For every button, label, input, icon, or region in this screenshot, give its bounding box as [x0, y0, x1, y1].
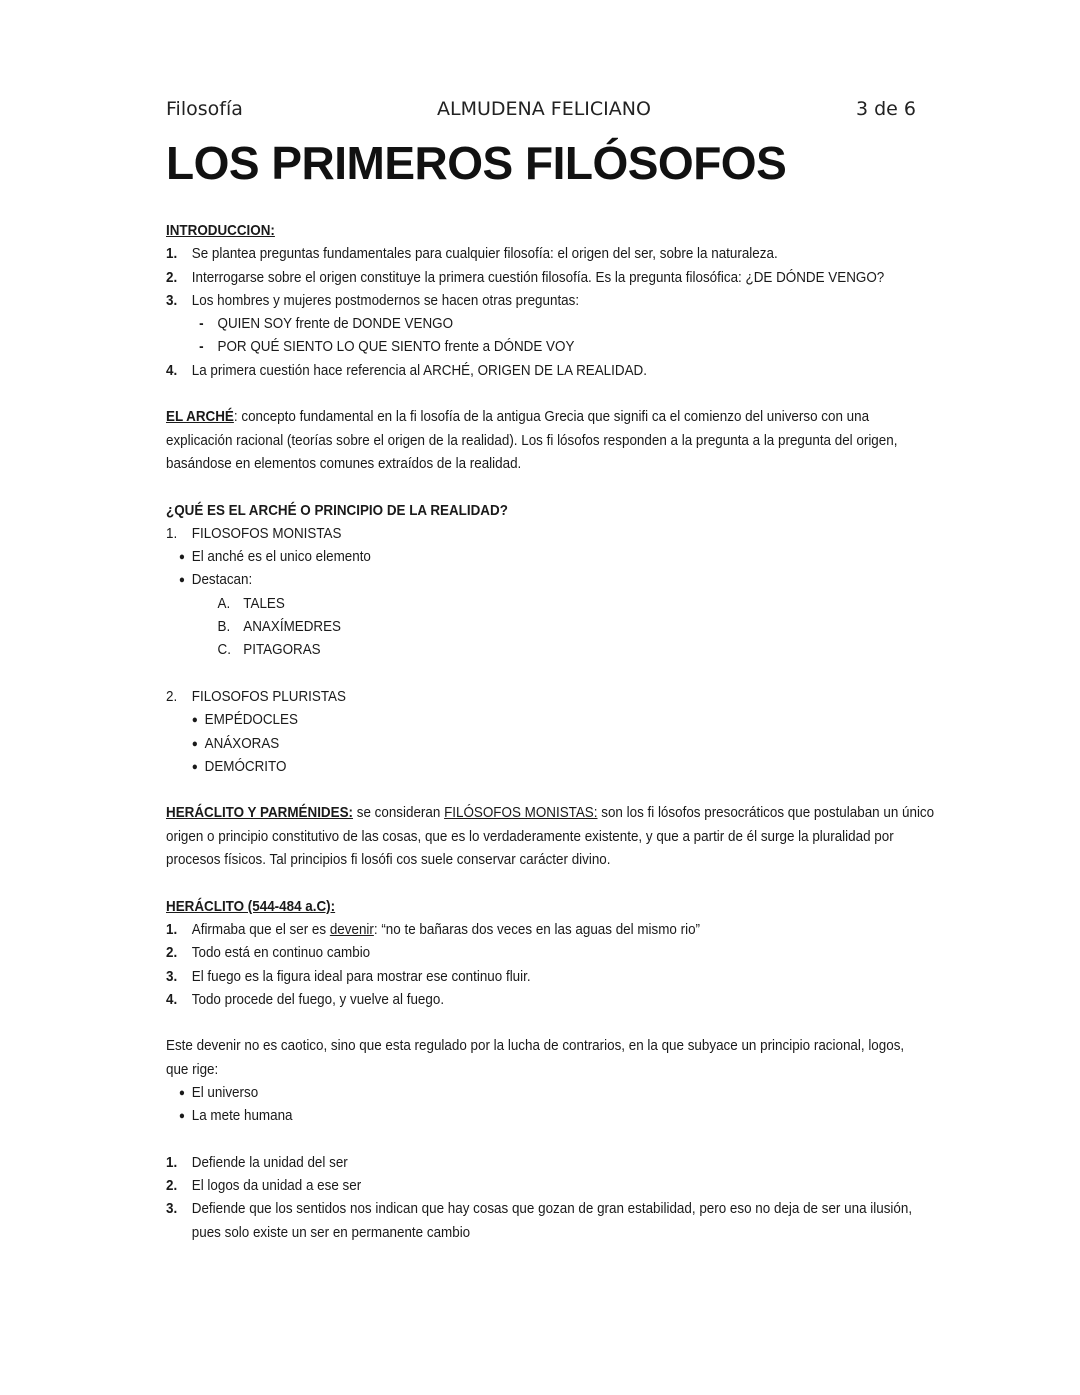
- list-letter: C.: [217, 642, 231, 659]
- arche-term: EL ARCHÉ: [166, 409, 234, 426]
- list-number: 2.: [166, 945, 178, 962]
- list-continuation: pues solo existe un ser en permanente cambio: [191, 1224, 471, 1241]
- hp-line: procesos físicos. Tal principios fi losófi cos suele conservar carácter divino.: [166, 852, 611, 869]
- list-number: 3.: [166, 1201, 178, 1218]
- list-text: Los hombres y mujeres postmodernos se hacen otras preguntas:: [191, 292, 580, 309]
- dash-bullet: -: [199, 316, 204, 333]
- intro-item: [166, 267, 916, 290]
- philosopher-name: ANÁXORAS: [204, 735, 280, 752]
- heraclito-item: [166, 989, 916, 1012]
- bullet-text: La mete humana: [191, 1108, 293, 1125]
- bullet-item: [166, 569, 916, 592]
- author-name: ALMUDENA FELICIANO: [437, 98, 651, 120]
- heraclito-item: [166, 1152, 916, 1175]
- heraclito-item: [166, 942, 916, 965]
- philosopher-name: ANAXÍMEDRES: [243, 619, 342, 636]
- arche-paragraph: [166, 406, 916, 429]
- list-text: Todo está en continuo cambio: [191, 945, 371, 962]
- list-number: 4.: [166, 991, 178, 1008]
- document-body: [166, 220, 935, 1245]
- bullet-text: El universo: [191, 1084, 259, 1101]
- lettered-item: [166, 639, 916, 662]
- lettered-item: [166, 616, 916, 639]
- bullet-dot-icon: ●: [191, 737, 198, 750]
- list-text: Defiende que los sentidos nos indican que hay cosas que gozan de gran estabilidad, pero eso no deja de ser una ilusión,: [191, 1201, 913, 1218]
- sub-item: [166, 313, 916, 336]
- list-number: 1.: [166, 525, 178, 542]
- page-number: 3 de 6: [855, 98, 916, 120]
- bullet-item: [166, 1105, 916, 1128]
- list-letter: B.: [217, 619, 231, 636]
- monistas-item: [166, 523, 916, 546]
- subject-label: Filosofía: [166, 98, 243, 120]
- devenir-paragraph: Este devenir no es caotico, sino que esta regulado por la lucha de contrarios, en la que subyace un principio racional, logos,: [166, 1038, 905, 1055]
- list-number: 2.: [166, 1178, 178, 1195]
- list-text: La primera cuestión hace referencia al ARCHÉ, ORIGEN DE LA REALIDAD.: [191, 362, 647, 379]
- arche-line: basándose en elementos comunes extraídos de la realidad.: [166, 455, 522, 472]
- hp-paragraph: [166, 802, 935, 825]
- list-number: 4.: [166, 362, 178, 379]
- bullet-dot-icon: ●: [178, 551, 186, 564]
- list-text: El fuego es la figura ideal para mostrar ese continuo fluir.: [191, 968, 531, 985]
- heraclito-heading: HERÁCLITO (544-484 a.C):: [166, 898, 336, 915]
- intro-heading: INTRODUCCION:: [166, 223, 275, 239]
- list-text: Defiende la unidad del ser: [191, 1154, 348, 1171]
- list-number: 3.: [166, 292, 178, 309]
- philosopher-name: DEMÓCRITO: [204, 758, 287, 775]
- list-letter: A.: [217, 595, 231, 612]
- list-text: Todo procede del fuego, y vuelve al fuego.: [191, 991, 445, 1008]
- arche-line: explicación racional (teorías sobre el origen de la realidad). Los fi lósofos responden a la pregunta a la pregunta del origen,: [166, 432, 898, 449]
- heraclito-item: [166, 966, 916, 989]
- lettered-item: [166, 593, 916, 616]
- page-title: LOS PRIMEROS FILÓSOFOS: [166, 137, 787, 189]
- intro-item: [166, 290, 916, 313]
- bullet-item: [166, 1082, 916, 1105]
- list-number: 2.: [166, 269, 178, 286]
- hp-text: son los fi lósofos presocráticos que postulaban un único: [597, 805, 935, 822]
- philosopher-name: PITAGORAS: [243, 642, 321, 659]
- list-text: : “no te bañaras dos veces en las aguas del mismo rio”: [373, 921, 701, 938]
- pluristas-item: [166, 686, 916, 709]
- list-text: El logos da unidad a ese ser: [191, 1178, 362, 1195]
- list-number: 1.: [166, 921, 178, 938]
- bullet-item: [166, 709, 916, 732]
- page-header: [166, 98, 916, 124]
- hp-line: origen o principio constitutivo de las cosas, que es lo verdaderamente existente, y que a partir de él surge la pluralidad por: [166, 828, 894, 845]
- document-page: [166, 98, 935, 1245]
- question-heading: ¿QUÉ ES EL ARCHÉ O PRINCIPIO DE LA REALIDAD?: [166, 502, 508, 519]
- list-number: 1.: [166, 1154, 178, 1171]
- bullet-item: [166, 733, 916, 756]
- hp-heading: HERÁCLITO Y PARMÉNIDES:: [166, 805, 354, 822]
- bullet-dot-icon: ●: [191, 760, 198, 773]
- heraclito-item: [166, 1175, 916, 1198]
- bullet-text: El anché es el unico elemento: [191, 549, 371, 566]
- bullet-dot-icon: ●: [178, 1086, 186, 1099]
- heraclito-item: [166, 919, 916, 942]
- list-number: 1.: [166, 246, 178, 263]
- sub-item: [166, 336, 916, 359]
- bullet-item: [166, 546, 916, 569]
- intro-item: [166, 243, 916, 266]
- bullet-item: [166, 756, 916, 779]
- bullet-text: Destacan:: [191, 572, 253, 589]
- bullet-dot-icon: ●: [191, 714, 198, 727]
- list-text: FILOSOFOS PLURISTAS: [191, 688, 346, 705]
- philosopher-name: EMPÉDOCLES: [204, 712, 298, 729]
- arche-text: : concepto fundamental en la fi losofía de la antigua Grecia que signifi ca el comienzo del universo con una: [233, 409, 870, 426]
- hp-text: se consideran: [353, 805, 445, 822]
- philosopher-name: TALES: [243, 595, 285, 612]
- bullet-dot-icon: ●: [178, 574, 186, 587]
- bullet-dot-icon: ●: [178, 1110, 186, 1123]
- sub-item-text: QUIEN SOY frente de DONDE VENGO: [217, 316, 454, 333]
- devenir-underlined: devenir: [329, 921, 374, 938]
- list-number: 2.: [166, 688, 178, 705]
- devenir-paragraph: que rige:: [166, 1061, 219, 1078]
- sub-item-text: POR QUÉ SIENTO LO QUE SIENTO frente a DÓNDE VOY: [217, 339, 575, 356]
- list-number: 3.: [166, 968, 178, 985]
- dash-bullet: -: [199, 339, 204, 356]
- list-text: Interrogarse sobre el origen constituye la primera cuestión filosofía. Es la pregunta filosófica: ¿DE DÓNDE VENGO?: [191, 269, 885, 286]
- intro-item: [166, 360, 916, 383]
- monistas-underlined: FILÓSOFOS MONISTAS:: [444, 805, 598, 822]
- list-text: Afirmaba que el ser es: [191, 921, 330, 938]
- heraclito-item: [166, 1198, 916, 1221]
- list-text: Se plantea preguntas fundamentales para cualquier filosofía: el origen del ser, sobre la naturaleza.: [191, 246, 778, 263]
- list-text: FILOSOFOS MONISTAS: [191, 525, 342, 542]
